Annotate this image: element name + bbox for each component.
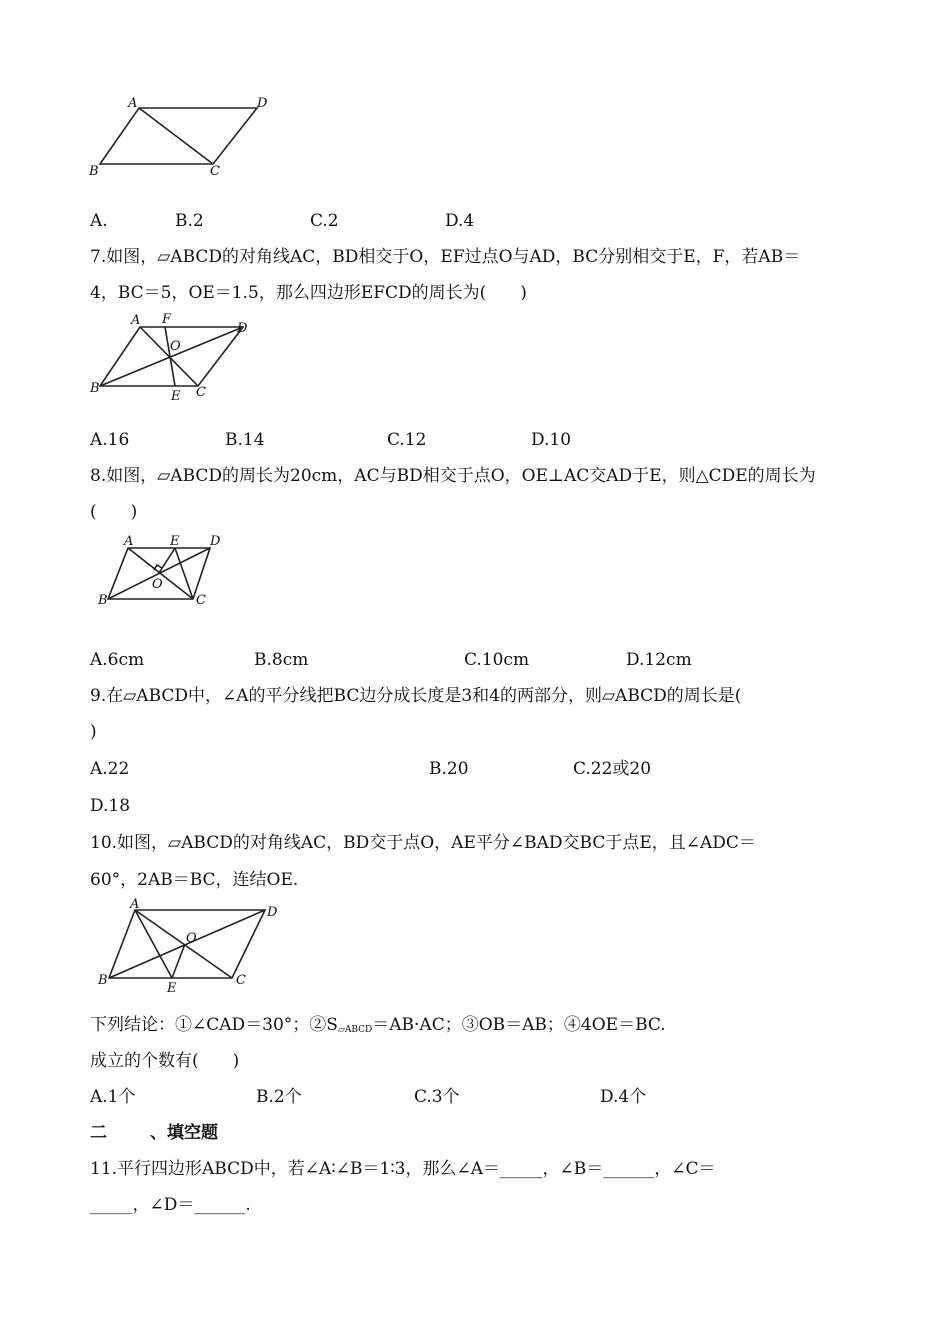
q6-label-a: A [128, 96, 138, 111]
q7-diagonal-bd [100, 327, 243, 386]
q8-option-b: B.8cm [254, 650, 309, 670]
q10-conclusions-pre: 下列结论：①∠CAD＝30°；②S [90, 1015, 338, 1035]
q8-text-line1: 8.如图，▱ABCD的周长为20cm，AC与BD相交于点O，OE⊥AC交AD于E，则△CDE的周长为 [90, 466, 816, 486]
q8-parallelogram-svg [90, 530, 240, 615]
q10-question: 成立的个数有( ) [90, 1051, 240, 1071]
q10-label-a: A [130, 897, 140, 912]
q10-label-b: B [98, 973, 108, 988]
q8-option-d: D.12cm [626, 650, 692, 670]
q10-text-line2: 60°，2AB＝BC，连结OE. [90, 870, 299, 890]
q8-text-line2: ( ) [90, 502, 138, 522]
q10-label-e: E [167, 981, 177, 996]
q10-option-d: D.4个 [600, 1087, 647, 1107]
q10-option-b: B.2个 [256, 1087, 302, 1107]
q7-option-a: A.16 [90, 430, 130, 450]
q7-option-b: B.14 [225, 430, 265, 450]
q8-label-c: C [196, 593, 206, 608]
q7-label-f: F [162, 312, 172, 327]
q8-label-b: B [98, 593, 108, 608]
q6-diagonal-ac [139, 108, 213, 164]
q7-label-b: B [90, 381, 100, 396]
q10-option-a: A.1个 [90, 1087, 136, 1107]
q6-label-b: B [89, 164, 99, 179]
q8-label-d: D [210, 534, 221, 549]
q10-conclusions-sub: ▱ABCD [337, 1025, 373, 1035]
q11-text-line1: 11.平行四边形ABCD中，若∠A∶∠B＝1∶3，那么∠A＝_____，∠B＝______，∠C＝ [90, 1159, 716, 1179]
q8-label-e: E [170, 534, 180, 549]
q7-figure [85, 310, 265, 405]
q7-text-line2: 4，BC＝5，OE＝1.5，那么四边形EFCD的周长为( ) [90, 283, 527, 303]
q7-label-c: C [196, 385, 206, 400]
q6-parallelogram-svg [85, 95, 285, 185]
q9-option-c: C.22或20 [573, 759, 652, 779]
q7-label-a: A [131, 313, 141, 328]
q10-parallelogram-svg [90, 895, 290, 1000]
q9-option-a: A.22 [90, 759, 130, 779]
q8-option-a: A.6cm [90, 650, 145, 670]
q7-option-c: C.12 [387, 430, 427, 450]
q10-diagonal-ac [135, 910, 232, 978]
q10-figure [90, 895, 290, 1000]
q10-text-line1: 10.如图，▱ABCD的对角线AC，BD交于点O，AE平分∠BAD交BC于点E，且∠ADC＝ [90, 833, 756, 853]
q7-diagonal-ac [140, 327, 198, 386]
q6-option-a: A. [90, 211, 108, 231]
q7-option-d: D.10 [531, 430, 572, 450]
section2-title: 、填空题 [150, 1123, 218, 1143]
q9-option-b: B.20 [429, 759, 469, 779]
section2-number: 二 [90, 1123, 107, 1143]
q11-text-line2: _____，∠D＝______. [90, 1195, 251, 1215]
q6-option-b: B.2 [175, 211, 204, 231]
q6-option-c: C.2 [310, 211, 339, 231]
q7-text-line1: 7.如图，▱ABCD的对角线AC，BD相交于O，EF过点O与AD，BC分别相交于E，F，若AB＝ [90, 247, 801, 267]
q10-segment-ae [135, 910, 172, 978]
q9-text-line2: ) [90, 722, 97, 742]
q7-label-e: E [171, 389, 181, 404]
q10-label-d: D [267, 905, 278, 920]
q10-conclusions-post: ＝AB·AC；③OB＝AB；④4OE＝BC. [372, 1015, 666, 1035]
q8-figure [90, 530, 240, 615]
q9-text-line1: 9.在▱ABCD中，∠A的平分线把BC边分成长度是3和4的两部分，则▱ABCD的周长是( [90, 686, 742, 706]
q10-conclusions [90, 1014, 666, 1041]
q6-parallelogram [100, 108, 257, 164]
q6-label-d: D [257, 96, 268, 111]
q7-label-o: O [170, 339, 181, 354]
q7-parallelogram-svg [85, 310, 265, 405]
q10-option-c: C.3个 [414, 1087, 460, 1107]
q9-option-d: D.18 [90, 796, 131, 816]
q10-label-c: C [236, 973, 246, 988]
q6-figure [85, 95, 285, 185]
q8-label-o: O [152, 577, 163, 592]
q6-option-d: D.4 [445, 211, 475, 231]
q7-label-d: D [237, 321, 248, 336]
q6-label-c: C [210, 164, 220, 179]
q8-option-c: C.10cm [464, 650, 530, 670]
q8-label-a: A [124, 534, 134, 549]
q10-label-o: O [186, 931, 197, 946]
